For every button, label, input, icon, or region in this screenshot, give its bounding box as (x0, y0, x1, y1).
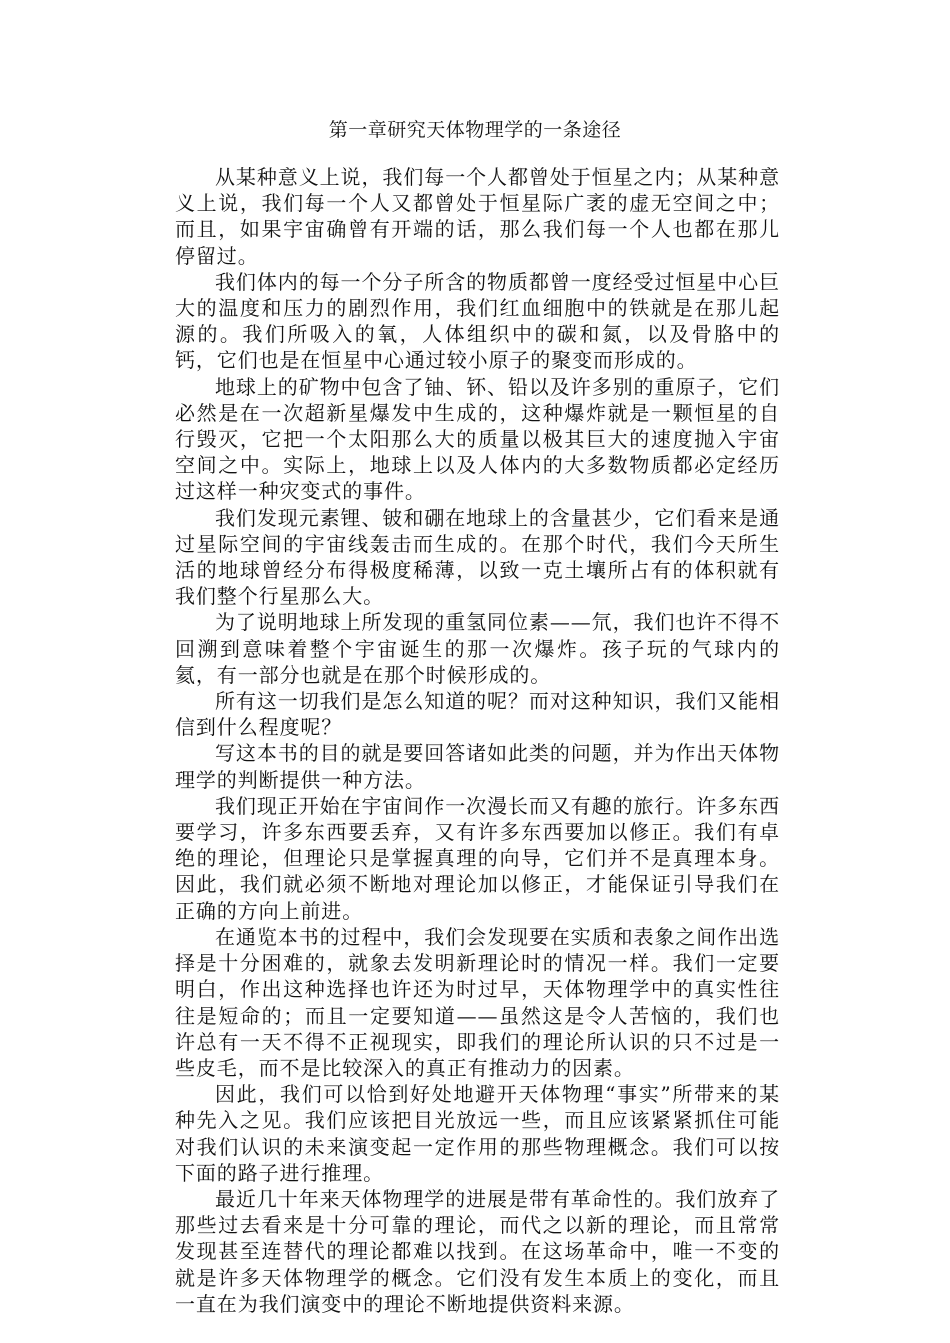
paragraph: 我们体内的每一个分子所含的物质都曾一度经受过恒星中心巨大的温度和压力的剧烈作用，我们红血细胞中的铁就是在那儿起源的。我们所吸入的氧，人体组织中的碳和氮，以及骨胳中的钙，它们也是在恒星中心通过较小原子的聚变而形成的。 (175, 269, 780, 373)
paragraph: 在通览本书的过程中，我们会发现要在实质和表象之间作出选择是十分困难的，就象去发明新理论时的情况一样。我们一定要明白，作出这种选择也许还为时过早，天体物理学中的真实性往往是短命的；而且一定要知道——虽然这是令人苦恼的，我们也许总有一天不得不正视现实，即我们的理论所认识的只不过是一些皮毛，而不是比较深入的真正有推动力的因素。 (175, 924, 780, 1080)
paragraph: 我们现正开始在宇宙间作一次漫长而又有趣的旅行。许多东西要学习，许多东西要丢弃，又有许多东西要加以修正。我们有卓绝的理论，但理论只是掌握真理的向导，它们并不是真理本身。因此，我们就必须不断地对理论加以修正，才能保证引导我们在正确的方向上前进。 (175, 793, 780, 923)
paragraph: 因此，我们可以恰到好处地避开天体物理“事实”所带来的某种先入之见。我们应该把目光放远一些，而且应该紧紧抓住可能对我们认识的未来演变起一定作用的那些物理概念。我们可以按下面的路子进行推理。 (175, 1082, 780, 1185)
paragraph: 我们发现元素锂、铍和硼在地球上的含量甚少，它们看来是通过星际空间的宇宙线轰击而生成的。在那个时代，我们今天所生活的地球曾经分布得极度稀薄，以致一克土壤所占有的体积就有我们整个行星那么大。 (175, 505, 780, 609)
paragraph: 所有这一切我们是怎么知道的呢？而对这种知识，我们又能相信到什么程度呢？ (175, 689, 780, 740)
paragraph: 最近几十年来天体物理学的进展是带有革命性的。我们放弃了那些过去看来是十分可靠的理论，而代之以新的理论，而且常常发现甚至连替代的理论都难以找到。在这场革命中，唯一不变的就是许多天体物理学的概念。它们没有发生本质上的变化，而且一直在为我们演变中的理论不断地提供资料来源。 (175, 1186, 780, 1316)
paragraph: 从某种意义上说，我们每一个人都曾处于恒星之内；从某种意义上说，我们每一个人又都曾处于恒星际广袤的虚无空间之中；而且，如果宇宙确曾有开端的话，那么我们每一个人也都在那儿停留过。 (175, 165, 780, 268)
body-text (175, 164, 780, 1317)
paragraph: 为了说明地球上所发现的重氢同位素——氘，我们也许不得不回溯到意味着整个宇宙诞生的那一次爆炸。孩子玩的气球内的氦，有一部分也就是在那个时候形成的。 (175, 610, 780, 687)
paragraph: 地球上的矿物中包含了铀、钚、铅以及许多别的重原子，它们必然是在一次超新星爆发中生成的，这种爆炸就是一颗恒星的自行毁灭，它把一个太阳那么大的质量以极其巨大的速度抛入宇宙空间之中。实际上，地球上以及人体内的大多数物质都必定经历过这样一种灾变式的事件。 (175, 374, 780, 504)
paragraph: 写这本书的目的就是要回答诸如此类的问题，并为作出天体物理学的判断提供一种方法。 (175, 741, 780, 792)
chapter-title: 第一章研究天体物理学的一条途径 (328, 119, 622, 141)
